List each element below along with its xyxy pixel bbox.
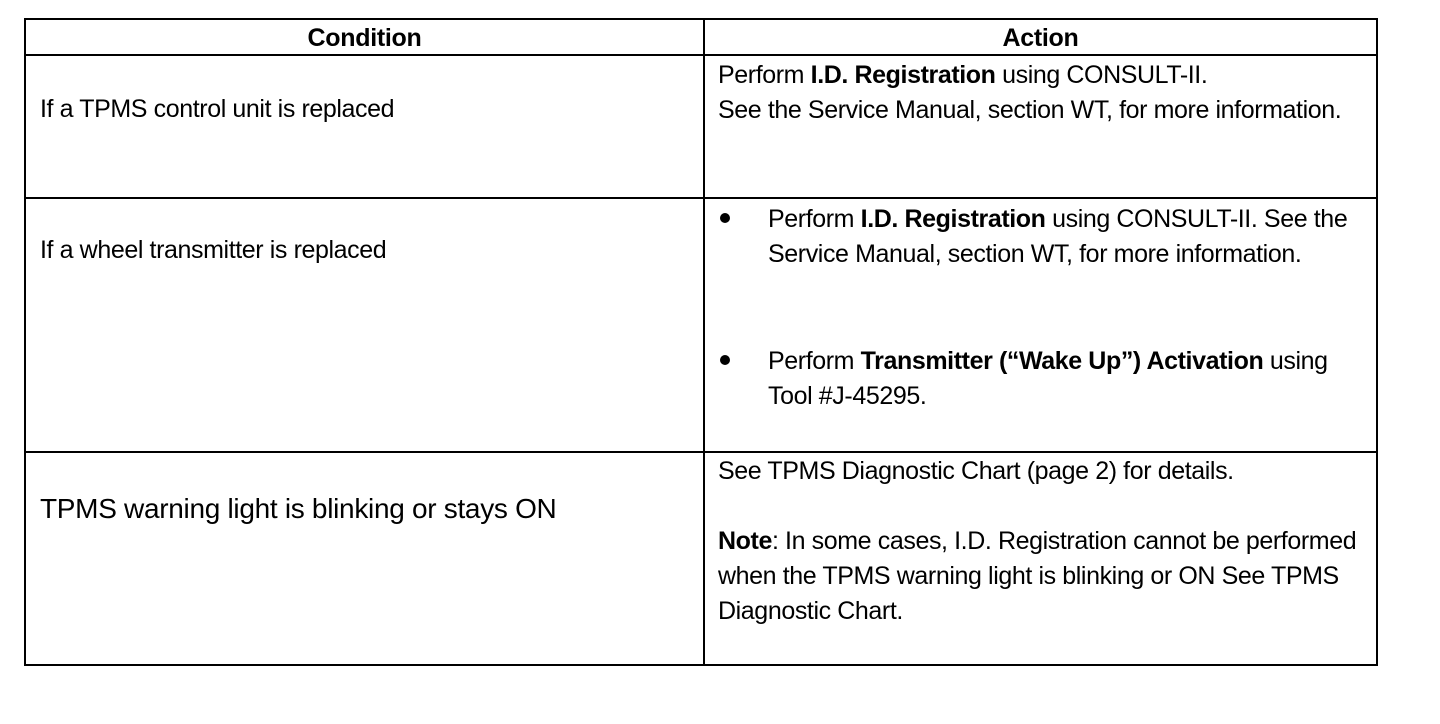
bullet-text-pre: Perform — [768, 347, 861, 375]
action-text-line2: See the Service Manual, section WT, for more information. — [718, 96, 1342, 124]
condition-text: TPMS warning light is blinking or stays ON — [40, 493, 557, 524]
tpms-table — [24, 18, 1378, 666]
condition-text: If a TPMS control unit is replaced — [40, 95, 395, 123]
header-action: Action — [1002, 24, 1079, 52]
condition-cell — [26, 453, 703, 666]
bullet-text-bold: Transmitter (“Wake Up”) Activation — [860, 347, 1264, 375]
bullet-text-bold: I.D. Registration — [860, 205, 1046, 233]
table-header-row — [26, 20, 1376, 56]
action-cell — [705, 199, 1376, 451]
table-row — [26, 199, 1376, 453]
action-cell — [705, 56, 1376, 197]
condition-cell — [26, 199, 703, 451]
bullet-text-post: using CONSULT-II. See the Service Manual, section WT, for more information. — [768, 205, 1348, 268]
header-cell-condition — [26, 20, 703, 54]
note-label: Note — [718, 527, 772, 555]
note-text — [718, 524, 1364, 629]
bullet-text — [768, 344, 1364, 414]
action-text-pre: Perform — [718, 61, 811, 89]
action-text — [718, 58, 1364, 128]
bullet-icon — [720, 213, 730, 223]
bullet-icon — [720, 355, 730, 365]
header-cell-action — [705, 20, 1376, 54]
table-row — [26, 56, 1376, 199]
action-text-bold: I.D. Registration — [810, 61, 996, 89]
action-text-post: using CONSULT-II. — [995, 61, 1208, 89]
action-text-line1: See TPMS Diagnostic Chart (page 2) for details. — [718, 457, 1234, 485]
condition-cell — [26, 56, 703, 197]
table-row — [26, 453, 1376, 666]
bullet-text-post: using Tool #J-45295. — [768, 347, 1328, 410]
action-cell — [705, 453, 1376, 666]
note-body: : In some cases, I.D. Registration cannot be performed when the TPMS warning light is blinking or ON See TPMS Diagnostic Chart. — [718, 527, 1357, 625]
bullet-text-pre: Perform — [768, 205, 861, 233]
condition-text: If a wheel transmitter is replaced — [40, 236, 387, 264]
header-condition: Condition — [307, 24, 422, 52]
bullet-text — [768, 202, 1364, 272]
